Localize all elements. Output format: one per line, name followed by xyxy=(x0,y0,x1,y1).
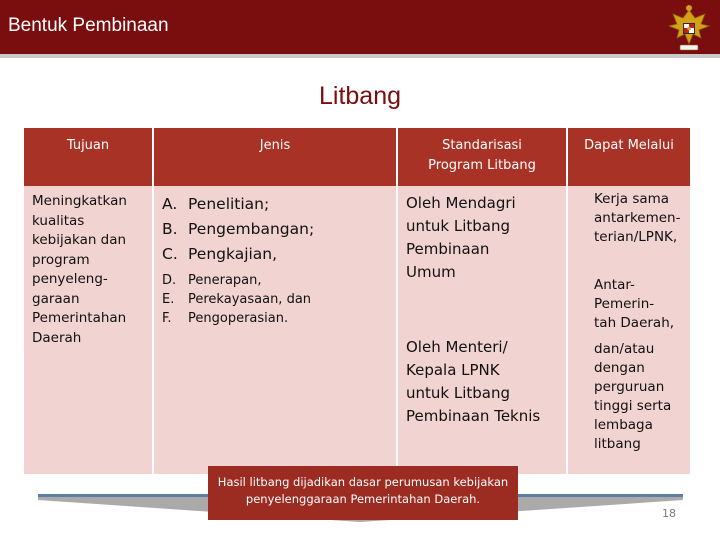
slide-title: Bentuk Pembinaan xyxy=(8,15,169,36)
title-bar xyxy=(0,0,720,58)
standarisasi-teknis: Oleh Menteri/ Kepala LPNK untuk Litbang Pembinaan Teknis xyxy=(406,338,541,425)
list-text: Perekayasaan, dan xyxy=(188,292,312,307)
header-jenis: Jenis xyxy=(154,128,396,186)
list-item xyxy=(162,290,314,309)
list-text: Penerapan, xyxy=(188,273,262,288)
list-text: Pengembangan; xyxy=(188,220,315,238)
list-letter: D. xyxy=(162,273,177,288)
conclusion-note: Hasil litbang dijadikan dasar perumusan kebijakan penyelenggaraan Pemerintahan Daerah. xyxy=(208,466,518,520)
list-item xyxy=(162,192,314,217)
header-standarisasi: Standarisasi Program Litbang xyxy=(398,128,566,186)
dapat-melalui-kementerian: Kerja sama antarkemen- terian/LPNK, xyxy=(594,191,681,245)
list-letter: C. xyxy=(162,245,178,263)
tujuan-text: Meningkatkan kualitas kebijakan dan program penyeleng- garaan Pemerintahan Daerah xyxy=(32,193,127,346)
list-text: Pengkajian, xyxy=(188,245,278,263)
list-letter: B. xyxy=(162,220,178,238)
litbang-table xyxy=(24,128,690,474)
list-item xyxy=(162,217,314,242)
list-text: Penelitian; xyxy=(188,195,270,213)
list-letter: A. xyxy=(162,195,178,213)
header-dapat-melalui: Dapat Melalui xyxy=(568,128,690,186)
cell-tujuan xyxy=(24,186,152,474)
list-item xyxy=(162,271,314,290)
list-letter: F. xyxy=(162,311,172,326)
section-heading: Litbang xyxy=(318,82,402,110)
list-item xyxy=(162,242,314,267)
list-text: Pengoperasian. xyxy=(188,311,289,326)
jenis-list xyxy=(162,192,314,328)
list-letter: E. xyxy=(162,292,175,307)
cell-standarisasi xyxy=(398,186,566,474)
cell-jenis xyxy=(154,186,396,474)
list-item xyxy=(162,309,314,328)
dapat-melalui-perguruan-tinggi: dan/atau dengan perguruan tinggi serta lembaga litbang xyxy=(594,341,672,452)
page-number: 18 xyxy=(662,507,676,520)
cell-dapat-melalui xyxy=(568,186,690,474)
dapat-melalui-pemda: Antar-Pemerin- tah Daerah, xyxy=(594,277,675,331)
garuda-emblem-icon xyxy=(667,4,711,52)
header-tujuan: Tujuan xyxy=(24,128,152,186)
standarisasi-umum: Oleh Mendagri untuk Litbang Pembinaan Umum xyxy=(406,194,516,281)
